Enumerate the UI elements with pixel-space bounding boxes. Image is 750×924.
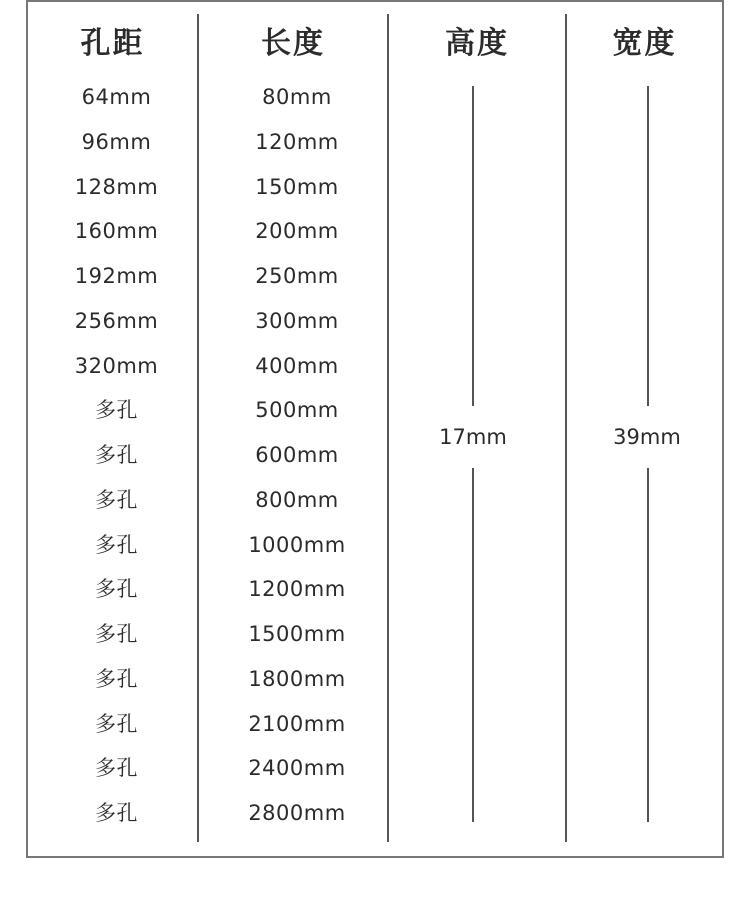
header-width: 宽度 xyxy=(612,26,677,61)
width-span-line-bottom xyxy=(647,468,649,822)
header-height: 高度 xyxy=(445,26,509,61)
row-hole-spacing: 多孔 xyxy=(95,622,138,646)
row-length: 2800mm xyxy=(248,801,346,825)
row-length: 1500mm xyxy=(248,622,346,646)
row-hole-spacing: 256mm xyxy=(74,309,159,333)
row-hole-spacing: 多孔 xyxy=(95,667,138,691)
row-hole-spacing: 多孔 xyxy=(95,488,138,512)
row-hole-spacing: 96mm xyxy=(81,130,152,154)
row-hole-spacing: 192mm xyxy=(74,264,159,288)
row-length: 1800mm xyxy=(248,667,346,691)
row-length: 80mm xyxy=(262,85,332,109)
row-length: 120mm xyxy=(255,130,339,154)
row-length: 2100mm xyxy=(248,712,346,736)
row-hole-spacing: 128mm xyxy=(74,175,159,199)
row-hole-spacing: 多孔 xyxy=(95,398,138,422)
row-length: 800mm xyxy=(255,488,339,512)
row-hole-spacing: 64mm xyxy=(81,85,152,109)
row-hole-spacing: 160mm xyxy=(74,219,159,243)
row-length: 500mm xyxy=(255,398,339,422)
row-hole-spacing: 320mm xyxy=(74,354,159,378)
row-length: 400mm xyxy=(255,354,339,378)
row-hole-spacing: 多孔 xyxy=(95,712,138,736)
row-length: 200mm xyxy=(255,219,339,243)
row-length: 2400mm xyxy=(248,756,346,780)
row-length: 150mm xyxy=(255,175,339,199)
header-length: 长度 xyxy=(261,26,325,61)
width-span-line-top xyxy=(647,86,649,406)
header-hole-spacing: 孔距 xyxy=(80,26,145,61)
row-hole-spacing: 多孔 xyxy=(95,756,138,780)
row-length: 1000mm xyxy=(248,533,346,557)
height-value: 17mm xyxy=(439,425,507,449)
height-span-line-bottom xyxy=(472,468,474,822)
row-hole-spacing: 多孔 xyxy=(95,533,138,557)
row-hole-spacing: 多孔 xyxy=(95,443,138,467)
row-length: 300mm xyxy=(255,309,339,333)
height-span-line-top xyxy=(472,86,474,406)
row-length: 250mm xyxy=(255,264,339,288)
row-hole-spacing: 多孔 xyxy=(95,577,138,601)
row-hole-spacing: 多孔 xyxy=(95,801,138,825)
row-length: 1200mm xyxy=(248,577,346,601)
row-length: 600mm xyxy=(255,443,339,467)
width-value: 39mm xyxy=(613,425,681,449)
